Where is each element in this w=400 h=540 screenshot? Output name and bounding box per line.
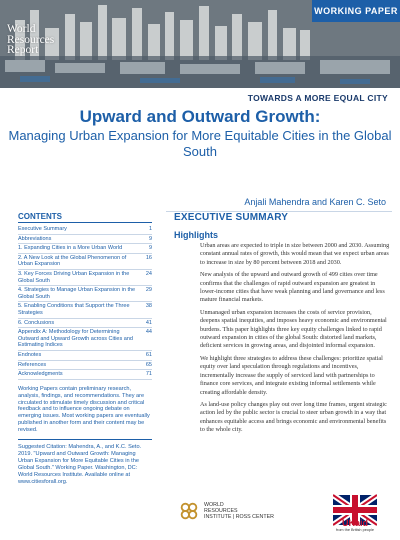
toc-item-page: 71 <box>145 371 152 378</box>
toc-item[interactable] <box>18 302 152 318</box>
working-paper-badge: WORKING PAPER <box>312 0 400 22</box>
toc-item-page: 65 <box>145 361 152 368</box>
executive-summary-heading: EXECUTIVE SUMMARY <box>174 212 289 223</box>
toc-item-title: Acknowledgments <box>18 371 63 378</box>
toc-item-page: 38 <box>145 303 152 310</box>
authors: Anjali Mahendra and Karen C. Seto <box>244 197 386 207</box>
cover-photo <box>0 0 400 88</box>
wri-wordmark: WORLD RESOURCES INSTITUTE | ROSS CENTER <box>204 501 274 521</box>
summary-paragraph: As land-use policy changes play out over long time frames, urgent strategic action led by the public sector is crucial to steer urban growth in a way that enhances equitable access and brings economic and environmental benefits to the whole city. <box>200 400 387 434</box>
toc-item-page: 44 <box>145 329 152 336</box>
ukaid-logo-text: UKaid <box>341 518 368 528</box>
world-resources-report-logo: World Resources Report <box>7 23 55 56</box>
toc-item-title: 6. Conclusions <box>18 319 55 326</box>
wri-knot-icon <box>178 500 200 522</box>
summary-paragraph: Unmanaged urban expansion increases the costs of service provision, deepens spatial inequities, and imposes heavy economic and environmental burdens. This paper highlights three key equity challenges linked to rapid outward expansion in cities of the global South: distorted land markets, deficient services in growing areas, and disjointed informal expansion. <box>200 308 387 350</box>
toc-item-title: Endnotes <box>18 351 42 358</box>
toc-item-title: 3. Key Forces Driving Urban Expansion in the Global South <box>18 270 130 284</box>
document-title: Upward and Outward Growth: <box>79 107 321 126</box>
toc-item-title: 2. A New Look at the Global Phenomenon of Urban Expansion <box>18 254 127 268</box>
summary-paragraph: Urban areas are expected to triple in size between 2000 and 2030. Assuming constant annual rates of growth, this would mean that we expect urban areas to increase in size by 80 percent between 2018 and 2030. <box>200 242 390 266</box>
document-subtitle: Managing Urban Expansion for More Equitable Cities in the Global South <box>8 128 392 159</box>
toc-item-title: 1. Expanding Cities in a More Urban World <box>18 245 123 252</box>
toc-item-title: Appendix A: Methodology for Determining Outward and Upward Growth across Cities and Estimating Indices <box>18 329 133 349</box>
toc-item-title: References <box>18 361 47 368</box>
toc-item[interactable] <box>18 351 152 361</box>
toc-item-page: 9 <box>148 245 152 252</box>
toc-item-page: 9 <box>148 235 152 242</box>
toc-item[interactable] <box>18 235 152 245</box>
working-paper-note: Working Papers contain preliminary research, analysis, findings, and recommendations. They are circulated to stimulate timely discussion and critical feedback and to influence ongoing debate on emerging issues. Most working papers are eventually published in another form and their content may be revised. <box>18 385 150 434</box>
toc-item[interactable] <box>18 286 152 302</box>
toc-item-title: Abbreviations <box>18 235 52 242</box>
toc-item-page: 41 <box>145 319 152 326</box>
toc-item[interactable] <box>18 361 152 371</box>
series-kicker: TOWARDS A MORE EQUAL CITY <box>247 93 388 103</box>
toc-item-page: 24 <box>145 270 152 277</box>
toc-item[interactable] <box>18 319 152 329</box>
toc-item[interactable] <box>18 244 152 254</box>
sidebar <box>18 212 152 485</box>
table-of-contents <box>18 225 152 380</box>
toc-item[interactable] <box>18 370 152 380</box>
toc-item-title: Executive Summary <box>18 226 67 232</box>
toc-item[interactable] <box>18 225 152 235</box>
wri-ross-center-logo <box>178 490 290 532</box>
ukaid-tagline: from the British people <box>336 528 374 532</box>
toc-item-title: 4. Strategies to Manage Urban Expansion in the Global South <box>18 287 136 300</box>
toc-item[interactable] <box>18 270 152 286</box>
summary-paragraph: New analysis of the upward and outward growth of 499 cities over time confirms that the challenges of rapid outward expansion are greatest in lower-income cities that have weak planning and land governance and less mature financial markets. <box>200 271 385 304</box>
toc-item[interactable] <box>18 254 152 270</box>
summary-paragraph: We highlight three strategies to address these challenges: prioritize spatial equity over land speculation through regulations and incentives, incrementally increase the supply of serviced land with partnerships to finance core services, and integrate existing informal settlements while creating affordable density. <box>200 354 383 396</box>
toc-item-page: 29 <box>145 287 152 294</box>
toc-item-page: 1 <box>148 226 152 232</box>
toc-item[interactable] <box>18 328 152 351</box>
contents-heading: CONTENTS <box>18 212 152 223</box>
executive-summary-body <box>200 242 392 439</box>
toc-item-title: 5. Enabling Conditions that Support the Three Strategies <box>18 303 130 316</box>
highlights-heading: Highlights <box>174 230 218 240</box>
toc-item-page: 16 <box>145 254 152 261</box>
toc-item-page: 61 <box>145 351 152 358</box>
suggested-citation: Suggested Citation: Mahendra, A., and K.C. Seto. 2019. "Upward and Outward Growth: Managing Urban Expansion for More Equitable Cities in the Global South." Working Paper. Washington, DC: World Resources Institute. Available online at www.citiesforall.org. <box>18 439 152 485</box>
